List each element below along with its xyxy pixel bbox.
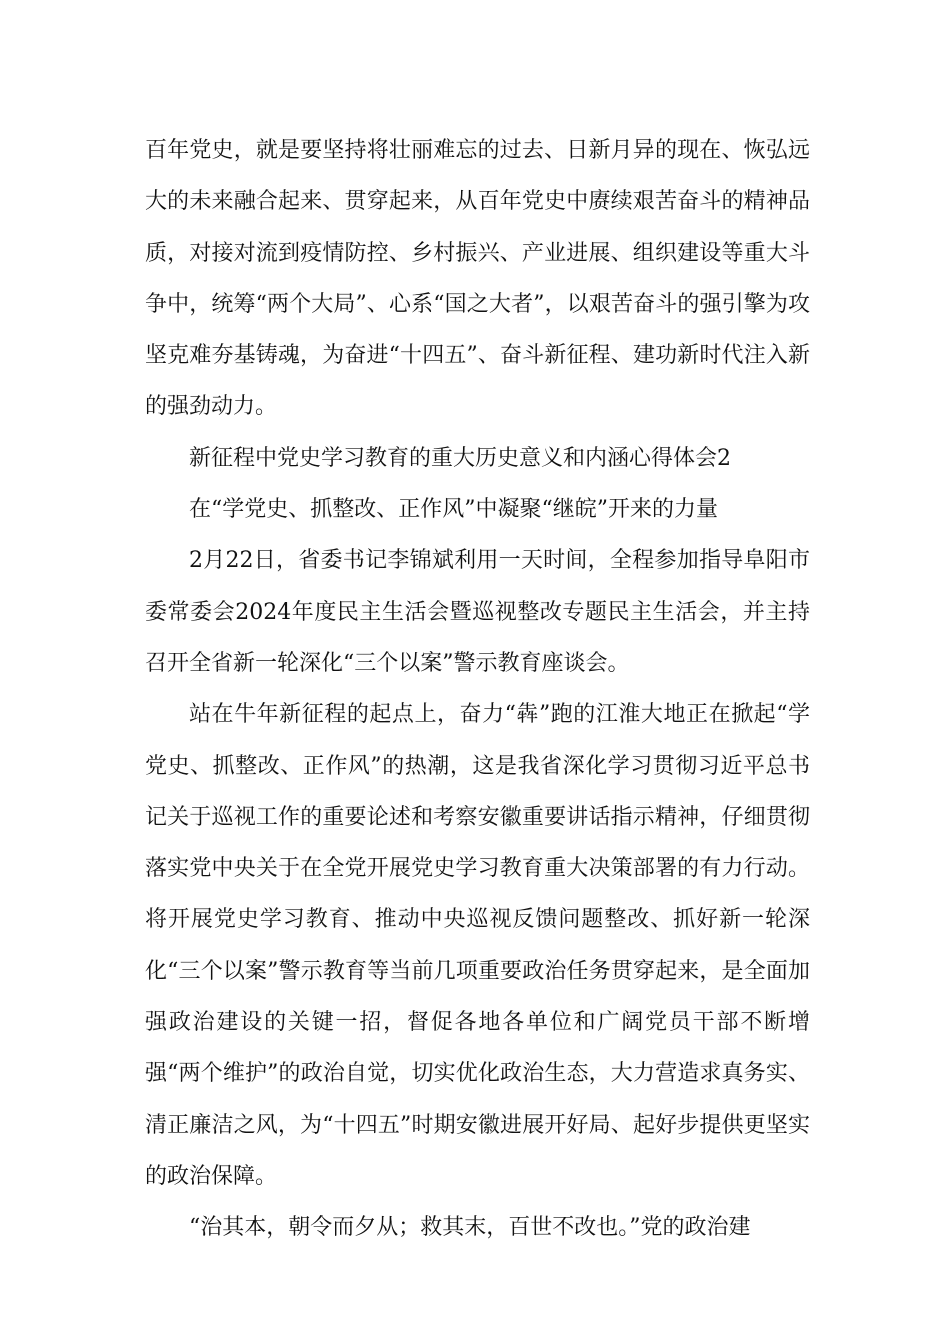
document-body — [145, 125, 810, 1254]
paragraph-continuation: 百年党史，就是要坚持将壮丽难忘的过去、日新月异的现在、恢弘远大的未来融合起来、贯穿起来，从百年党史中赓续艰苦奋斗的精神品质，对接对流到疫情防控、乡村振兴、产业进展、组织建设等重大斗争中，统筹“两个大局”、心系“国之大者”，以艰苦奋斗的强引擎为攻坚克难夯基铸魂，为奋进“十四五”、奋斗新征程、建功新时代注入新的强劲动力。 — [145, 138, 810, 420]
paragraph: “治其本，朝令而夕从；救其末，百世不改也。”党的政治建 — [189, 1215, 751, 1241]
paragraph: 站在牛年新征程的起点上，奋力“犇”跑的江淮大地正在掀起“学党史、抓整改、正作风”的热潮，这是我省深化学习贯彻习近平总书记关于巡视工作的重要论述和考察安徽重要讲话指示精神，仔细贯彻落实党中央关于在全党开展党史学习教育重大决策部署的有力行动。将开展党史学习教育、推动中央巡视反馈问题整改、抓好新一轮深化“三个以案”警示教育等当前几项重要政治任务贯穿起来，是全面加强政治建设的关键一招，督促各地各单位和广阔党员干部不断增强“两个维护”的政治自觉，切实优化政治生态，大力营造求真务实、清正廉洁之风，为“十四五”时期安徽进展开好局、起好步提供更坚实的政治保障。 — [145, 702, 810, 1189]
section-subtitle: 在“学党史、抓整改、正作风”中凝聚“继皖”开来的力量 — [189, 497, 718, 523]
section-title: 新征程中党史学习教育的重大历史意义和内涵心得体会2 — [189, 445, 731, 471]
paragraph: 2月22日，省委书记李锦斌利用一天时间，全程参加指导阜阳市委常委会2024年度民主生活会暨巡视整改专题民主生活会，并主持召开全省新一轮深化“三个以案”警示教育座谈会。 — [145, 548, 810, 676]
